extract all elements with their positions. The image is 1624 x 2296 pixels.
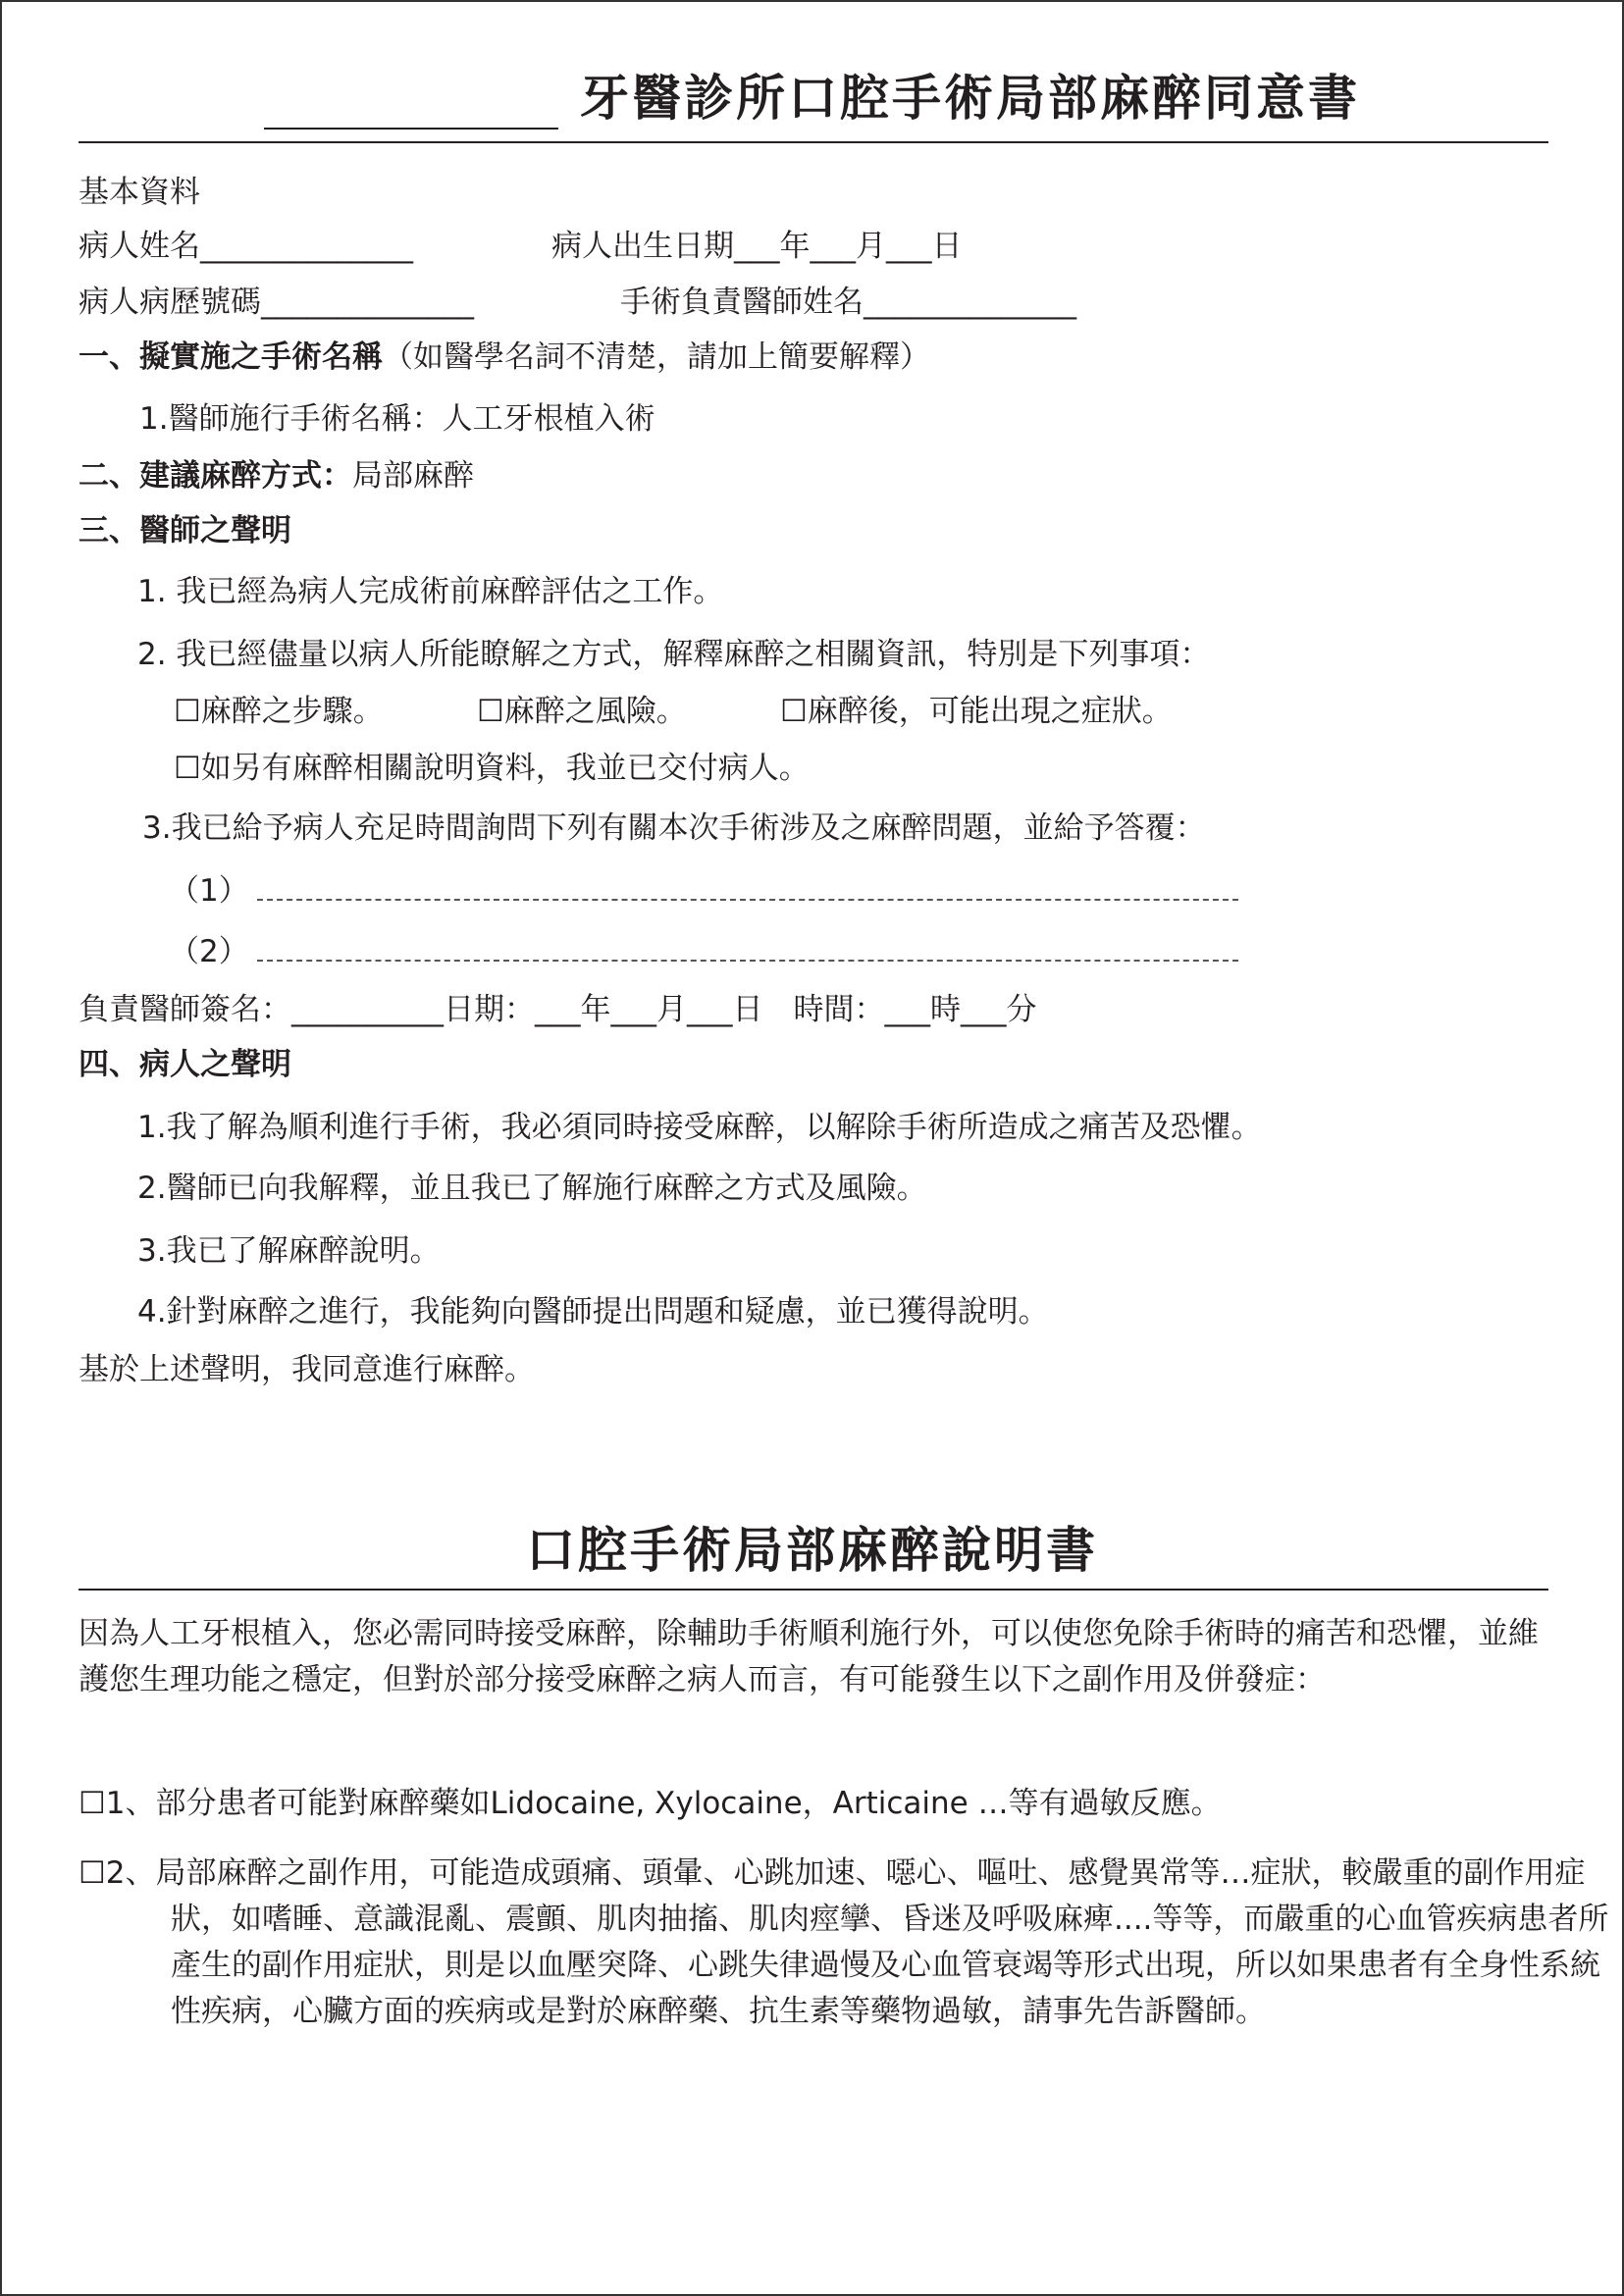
- section3-title: 三、醫師之聲明: [79, 513, 291, 548]
- checkbox-extra-materials[interactable]: ☐如另有麻醉相關說明資料，我並已交付病人。: [174, 751, 810, 786]
- doctor-statement-1: 1. 我已經為病人完成術前麻醉評估之工作。: [137, 574, 724, 609]
- section1-heading: [79, 338, 930, 377]
- form-title-text: 牙醫診所口腔手術局部麻醉同意書: [580, 70, 1360, 127]
- checkbox-post-anesthesia-symptoms[interactable]: ☐麻醉後，可能出現之症狀。: [780, 694, 1173, 729]
- patient-statement-4: 4.針對麻醉之進行，我能夠向醫師提出問題和疑慮，並已獲得說明。: [137, 1294, 1049, 1330]
- record-number-field[interactable]: 病人病歷號碼______________: [79, 285, 474, 320]
- patient-statement-3: 3.我已了解麻醉說明。: [137, 1233, 441, 1269]
- surgery-name: 1.醫師施行手術名稱：人工牙根植入術: [139, 401, 655, 437]
- section2-title: 二、建議麻醉方式：: [79, 458, 352, 494]
- explanation-title: 口腔手術局部麻醉說明書: [526, 1522, 1098, 1579]
- checkbox-anesthesia-risks[interactable]: ☐麻醉之風險。: [477, 694, 687, 729]
- clinic-name-blank[interactable]: [264, 84, 558, 130]
- question-label-2: （2）: [169, 934, 249, 969]
- patient-statement-1: 1.我了解為順利進行手術，我必須同時接受麻醉，以解除手術所造成之痛苦及恐懼。: [137, 1110, 1262, 1145]
- explanation-rule: [79, 1589, 1548, 1591]
- side-effect-text-2: ☐2、局部麻醉之副作用，可能造成頭痛、頭暈、心跳加速、噁心、嘔吐、感覺異常等…症狀，較嚴重的副作用症狀，如嗜睡、意識混亂、震顫、肌肉抽搐、肌肉痙攣、昏迷及呼吸麻痺....等等，而嚴重的心血管疾病患者所產生的副作用症狀，則是以血壓突降、心跳失律過慢及心血管衰竭等形式出現，所以如果患者有全身性系統性疾病，心臟方面的疾病或是對於麻醉藥、抗生素等藥物過敏，請事先告訴醫師。: [79, 1855, 1609, 2029]
- birth-date-field[interactable]: 病人出生日期___年___月___日: [551, 229, 963, 264]
- title-rule: [79, 141, 1548, 143]
- consent-statement: 基於上述聲明，我同意進行麻醉。: [79, 1352, 535, 1387]
- doctor-statement-2: 2. 我已經儘量以病人所能瞭解之方式，解釋麻醉之相關資訊，特別是下列事項：: [137, 637, 1211, 672]
- side-effect-text-1: ☐1、部分患者可能對麻醉藥如Lidocaine, Xylocaine，Articaine …等有過敏反應。: [79, 1786, 1222, 1821]
- patient-statement-2: 2.醫師已向我解釋，並且我已了解施行麻醉之方式及風險。: [137, 1171, 927, 1206]
- explanation-intro: 因為人工牙根植入，您必需同時接受麻醉，除輔助手術順利施行外，可以使您免除手術時的痛苦和恐懼，並維護您生理功能之穩定，但對於部分接受麻醉之病人而言，有可能發生以下之副作用及併發症：: [79, 1616, 1539, 1697]
- doctor-signature-line[interactable]: 負責醫師簽名：__________日期：___年___月___日 時間：___時___分: [79, 992, 1037, 1027]
- question-line-1[interactable]: [169, 871, 1238, 911]
- section2-heading: [79, 456, 474, 496]
- section4-title: 四、病人之聲明: [79, 1047, 291, 1082]
- anesthesia-method: 局部麻醉: [352, 458, 474, 494]
- section1-note: （如醫學名詞不清楚，請加上簡要解釋）: [383, 339, 930, 375]
- doctor-name-field[interactable]: 手術負責醫師姓名______________: [620, 285, 1076, 320]
- question-line-2[interactable]: [169, 932, 1238, 971]
- section1-title: 一、擬實施之手術名稱: [79, 339, 383, 375]
- doctor-statement-3: 3.我已給予病人充足時間詢問下列有關本次手術涉及之麻醉問題，並給予答覆：: [142, 810, 1206, 846]
- checkbox-anesthesia-steps[interactable]: ☐麻醉之步驟。: [174, 694, 384, 729]
- question-label-1: （1）: [169, 873, 249, 909]
- basic-info-header: 基本資料: [79, 175, 200, 210]
- side-effect-item-1: [79, 1781, 1550, 1827]
- form-title: [2, 59, 1622, 130]
- patient-name-field[interactable]: 病人姓名______________: [79, 229, 413, 264]
